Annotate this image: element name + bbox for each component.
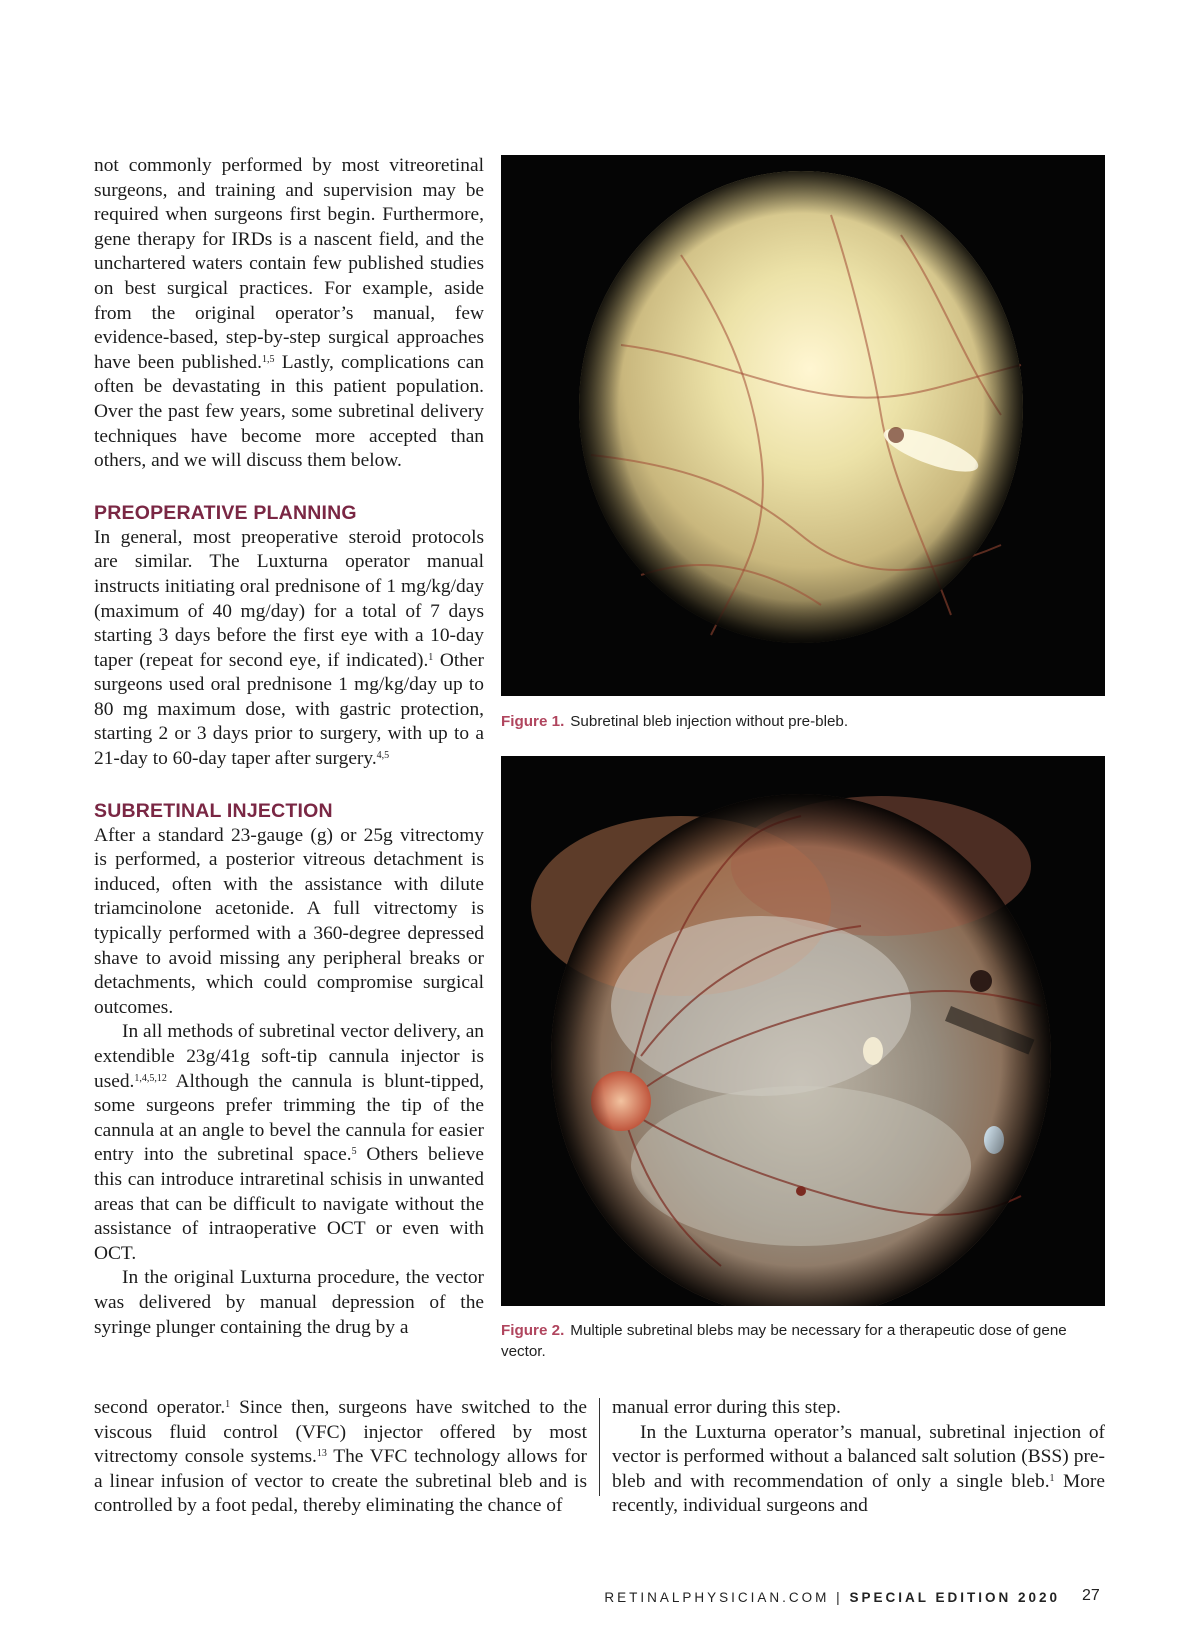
heading-subretinal-injection: SUBRETINAL INJECTION [94,799,333,822]
citation: 5 [351,1146,357,1158]
footer-edition: SPECIAL EDITION 2020 [849,1590,1060,1605]
column-divider [599,1398,600,1496]
citation: 1,4,5,12 [134,1072,167,1084]
paragraph-original-procedure: In the original Luxturna procedure, the vector was delivered by manual depression of the syringe plunger containing the drug by a [94,1267,484,1338]
right-column [612,1396,1105,1519]
fundus-photo-1 [501,155,1105,696]
citation: 4,5 [376,750,390,762]
paragraph-cannula: In all methods of subretinal vector delivery, an extendible 23g/41g soft-tip cannula injector is used.$^{1,4,5,12}$ Although the cannula is blunt-tipped, some surgeons prefer trimming the tip of the cannula at an angle to bevel the cannula for easier entry into the subretinal space.$^5$ Others believe this can introduce intraretinal schisis in unwanted areas that can be difficult to navigate without the assistance of intraoperative OCT or even with OCT. [94,1021,484,1264]
citation: 13 [316,1448,327,1460]
figure-1-caption: Figure 1. Subretinal bleb injection without pre-bleb. [501,713,849,730]
citation: 1 [225,1399,231,1410]
paragraph-intro: not commonly performed by most vitreoretinal surgeons, and training and supervision may be required when surgeons first begin. Furthermore, gene therapy for IRDs is a nascent field, and the unchartered waters contain few published studies on best surgical practices. For example, aside from the original operator’s manual, few evidence-based, step-by-step surgical approaches have been published.$^{1,5}$ Lastly, complications can often be devastating in this patient population. Over the past few years, some subretinal delivery techniques have become more accepted than others, and we will discuss them below. [94,155,484,472]
figure-1-label: Figure 1. [501,713,565,730]
figure-1-image [501,155,1105,696]
running-footer [500,1590,1060,1605]
continuation-column [94,1396,587,1519]
footer-site: RETINALPHYSICIAN.COM | [604,1590,850,1605]
citation: 1 [428,651,434,663]
citation: 1,5 [261,353,275,365]
citation: 1 [1049,1472,1055,1484]
figure-2-image [501,756,1105,1306]
paragraph-vitrectomy: After a standard 23-gauge (g) or 25g vitrectomy is performed, a posterior vitreous detachment is induced, often with the assistance with dilute triamcinolone acetonide. A full vitrectomy is typically performed with a 360-degree depressed shave to avoid missing any peripheral breaks or detachments, which could compromise surgical outcomes. [94,824,484,1018]
left-column [94,154,484,1340]
figure-2-label: Figure 2. [501,1322,565,1339]
paragraph-prebleb: In the Luxturna operator’s manual, subretinal injection of vector is performed without a balanced salt solution (BSS) pre-bleb and with recommendation of only a single bleb.$^1$ More recently, individual surgeons and [612,1421,1105,1517]
paragraph-vfc: second operator.$^1$ Since then, surgeons have switched to the viscous fluid control (VFC) injector offered by most vitrectomy console systems.$^{13}$ The VFC technology allows for a linear infusion of vector to create the subretinal bleb and is controlled by a foot pedal, thereby eliminating the chance of [94,1397,587,1517]
figure-2-caption: Figure 2. Multiple subretinal blebs may be necessary for a therapeutic dose of gene vector. [501,1322,1067,1360]
fundus-photo-2 [501,756,1105,1306]
heading-preoperative-planning: PREOPERATIVE PLANNING [94,501,357,524]
paragraph-preop: In general, most preoperative steroid protocols are similar. The Luxturna operator manual instructs initiating oral prednisone of 1 mg/kg/day (maximum of 40 mg/day) for a total of 7 days starting 3 days before the first eye with a 10-day taper (repeat for second eye, if indicated).$^1$ Other surgeons used oral prednisone 1 mg/kg/day up to 80 mg maximum dose, with gastric protection, starting 2 or 3 days prior to surgery, with up to a 21-day to 60-day taper after surgery.$^{4,5}$ [94,526,484,770]
page-number: 27 [1082,1587,1100,1604]
paragraph-manual-error: manual error during this step. [612,1397,841,1418]
